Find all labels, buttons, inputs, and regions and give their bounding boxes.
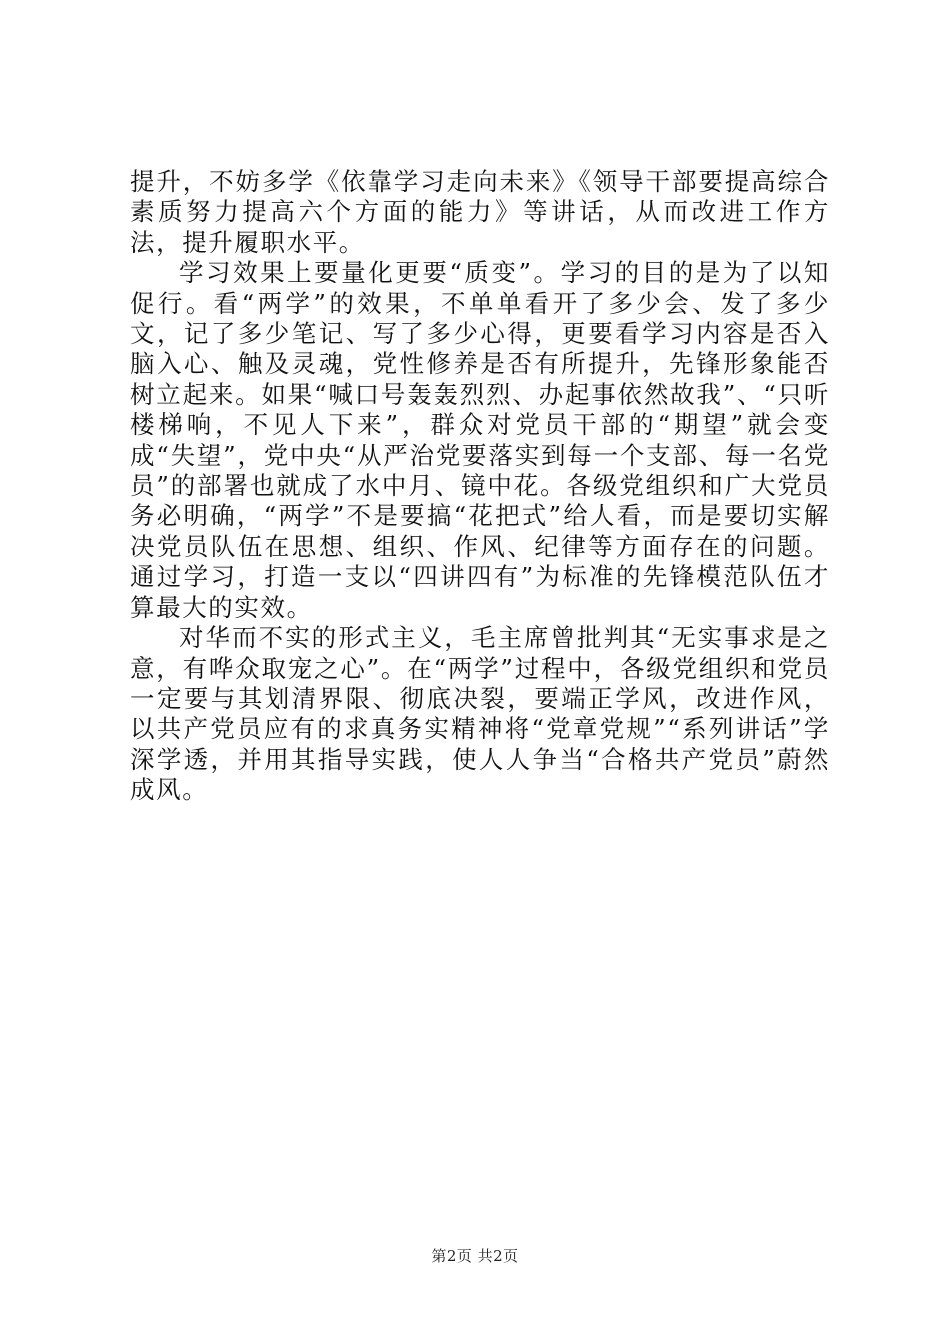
paragraph-formalism: 对华而不实的形式主义，毛主席曾批判其“无实事求是之意，有哗众取宠之心”。在“两学”过程中，各级党组织和党员一定要与其划清界限、彻底决裂，要端正学风，改进作风，以共产党员应有的求真务实精神将“党章党规”“系列讲话”学深学透，并用其指导实践，使人人争当“合格共产党员”蔚然成风。 — [130, 623, 830, 805]
paragraph-continuation: 提升，不妨多学《依靠学习走向未来》《领导干部要提高综合素质努力提高六个方面的能力》等讲话，从而改进工作方法，提升履职水平。 — [130, 167, 830, 257]
page-footer — [0, 1245, 950, 1266]
document-body — [130, 167, 830, 806]
paragraph-learning-effect: 学习效果上要量化更要“质变”。学习的目的是为了以知促行。看“两学”的效果，不单单看开了多少会、发了多少文，记了多少笔记、写了多少心得，更要看学习内容是否入脑入心、触及灵魂，党性修养是否有所提升，先锋形象能否树立起来。如果“喊口号轰轰烈烈、办起事依然故我”、“只听楼梯响，不见人下来”，群众对党员干部的“期望”就会变成“失望”，党中央“从严治党要落实到每一个支部、每一名党员”的部署也就成了水中月、镜中花。各级党组织和广大党员务必明确，“两学”不是要搞“花把式”给人看，而是要切实解决党员队伍在思想、组织、作风、纪律等方面存在的问题。通过学习，打造一支以“四讲四有”为标准的先锋模范队伍才算最大的实效。 — [130, 258, 830, 622]
page-number-label: 第2页 共2页 — [431, 1247, 519, 1265]
